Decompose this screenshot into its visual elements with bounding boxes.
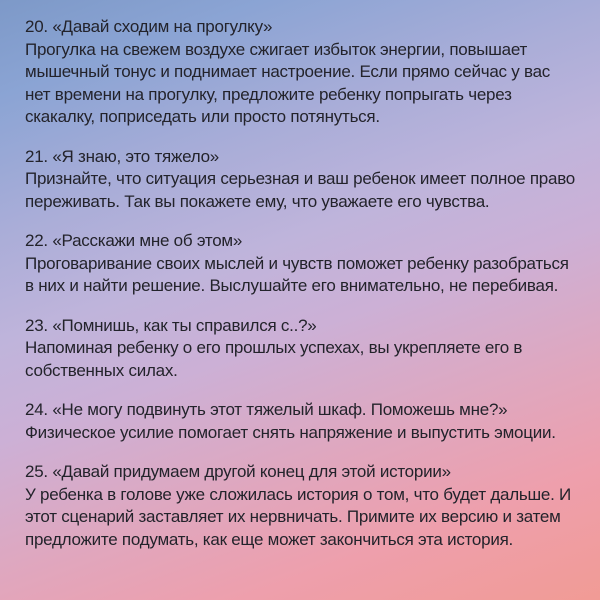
tip-heading: 21. «Я знаю, это тяжело» xyxy=(25,146,219,166)
tip-item xyxy=(25,315,578,383)
tip-item xyxy=(25,461,578,551)
tip-body: Напоминая ребенку о его прошлых успехах, вы укрепляете его в собственных силах. xyxy=(25,338,523,380)
tip-item xyxy=(25,16,578,129)
tip-heading: 20. «Давай сходим на прогулку» xyxy=(25,17,273,36)
tip-body: Проговаривание своих мыслей и чувств поможет ребенку разобраться в них и найти решение. Выслушайте его внимательно, не перебивая. xyxy=(25,253,569,295)
tip-item xyxy=(25,146,578,214)
tip-body: Физическое усилие помогает снять напряжение и выпустить эмоции. xyxy=(25,422,556,442)
tip-body: Прогулка на свежем воздухе сжигает избыток энергии, повышает мышечный тонус и поднимает настроение. Если прямо сейчас у вас нет времени на прогулку, предложите ребенку попрыгать через скакалку, поприседать или просто потянуться. xyxy=(25,39,551,126)
tip-body: У ребенка в голове уже сложилась история о том, что будет дальше. И этот сценарий заставляет их нервничать. Примите их версию и затем предложите подумать, как еще может закончиться эта история. xyxy=(25,484,571,549)
tip-body: Признайте, что ситуация серьезная и ваш ребенок имеет полное право переживать. Так вы покажете ему, что уважаете его чувства. xyxy=(25,169,576,211)
tip-heading: 23. «Помнишь, как ты справился с..?» xyxy=(25,315,317,335)
tip-heading: 24. «Не могу подвинуть этот тяжелый шкаф. Поможешь мне?» xyxy=(25,400,508,419)
tip-heading: 25. «Давай придумаем другой конец для этой истории» xyxy=(25,462,451,481)
tip-item xyxy=(25,230,578,298)
tip-heading: 22. «Расскажи мне об этом» xyxy=(25,231,243,250)
tip-item xyxy=(25,399,578,444)
